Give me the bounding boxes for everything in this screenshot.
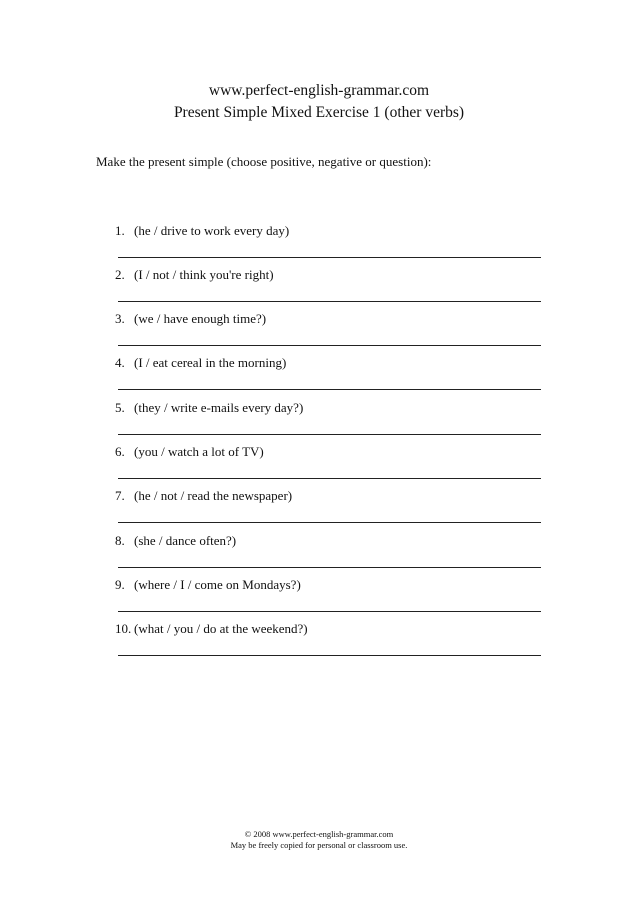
exercise-prompt: (we / have enough time?) bbox=[134, 311, 267, 326]
exercise-number: 2. bbox=[115, 267, 125, 282]
exercise-number: 10. bbox=[115, 621, 132, 636]
exercise-item-1 bbox=[0, 222, 638, 266]
exercise-prompt: (you / watch a lot of TV) bbox=[134, 444, 264, 459]
answer-line[interactable] bbox=[118, 567, 541, 568]
exercise-number: 6. bbox=[115, 444, 125, 459]
answer-line[interactable] bbox=[118, 478, 541, 479]
exercise-prompt: (he / drive to work every day) bbox=[134, 223, 290, 238]
exercise-prompt: (where / I / come on Mondays?) bbox=[134, 577, 301, 592]
exercise-item-4 bbox=[0, 354, 638, 398]
exercise-number: 7. bbox=[115, 488, 125, 503]
exercise-prompt: (what / you / do at the weekend?) bbox=[134, 621, 308, 636]
exercise-number: 3. bbox=[115, 311, 125, 326]
footer-copyright: © 2008 www.perfect-english-grammar.com bbox=[244, 829, 394, 839]
exercise-item-5 bbox=[0, 399, 638, 443]
answer-line[interactable] bbox=[118, 611, 541, 612]
exercise-prompt: (I / not / think you're right) bbox=[134, 267, 274, 282]
answer-line[interactable] bbox=[118, 655, 541, 656]
exercise-prompt: (I / eat cereal in the morning) bbox=[134, 355, 287, 370]
exercise-item-10 bbox=[0, 620, 638, 664]
worksheet-title: Present Simple Mixed Exercise 1 (other verbs) bbox=[173, 104, 465, 121]
exercise-number: 4. bbox=[115, 355, 125, 370]
answer-line[interactable] bbox=[118, 257, 541, 258]
instruction-text: Make the present simple (choose positive, negative or question): bbox=[96, 154, 432, 169]
answer-line[interactable] bbox=[118, 522, 541, 523]
answer-line[interactable] bbox=[118, 434, 541, 435]
answer-line[interactable] bbox=[118, 301, 541, 302]
answer-line[interactable] bbox=[118, 345, 541, 346]
exercise-prompt: (they / write e-mails every day?) bbox=[134, 400, 304, 415]
exercise-item-9 bbox=[0, 576, 638, 620]
exercise-prompt: (he / not / read the newspaper) bbox=[134, 488, 293, 503]
exercise-number: 9. bbox=[115, 577, 125, 592]
exercise-number: 5. bbox=[115, 400, 125, 415]
exercise-number: 1. bbox=[115, 223, 125, 238]
footer-usage: May be freely copied for personal or classroom use. bbox=[230, 840, 408, 850]
exercise-number: 8. bbox=[115, 533, 125, 548]
exercise-prompt: (she / dance often?) bbox=[134, 533, 237, 548]
exercise-item-7 bbox=[0, 487, 638, 531]
exercise-item-3 bbox=[0, 310, 638, 354]
exercise-item-8 bbox=[0, 532, 638, 576]
exercise-item-2 bbox=[0, 266, 638, 310]
answer-line[interactable] bbox=[118, 389, 541, 390]
site-url: www.perfect-english-grammar.com bbox=[208, 82, 430, 99]
exercise-item-6 bbox=[0, 443, 638, 487]
